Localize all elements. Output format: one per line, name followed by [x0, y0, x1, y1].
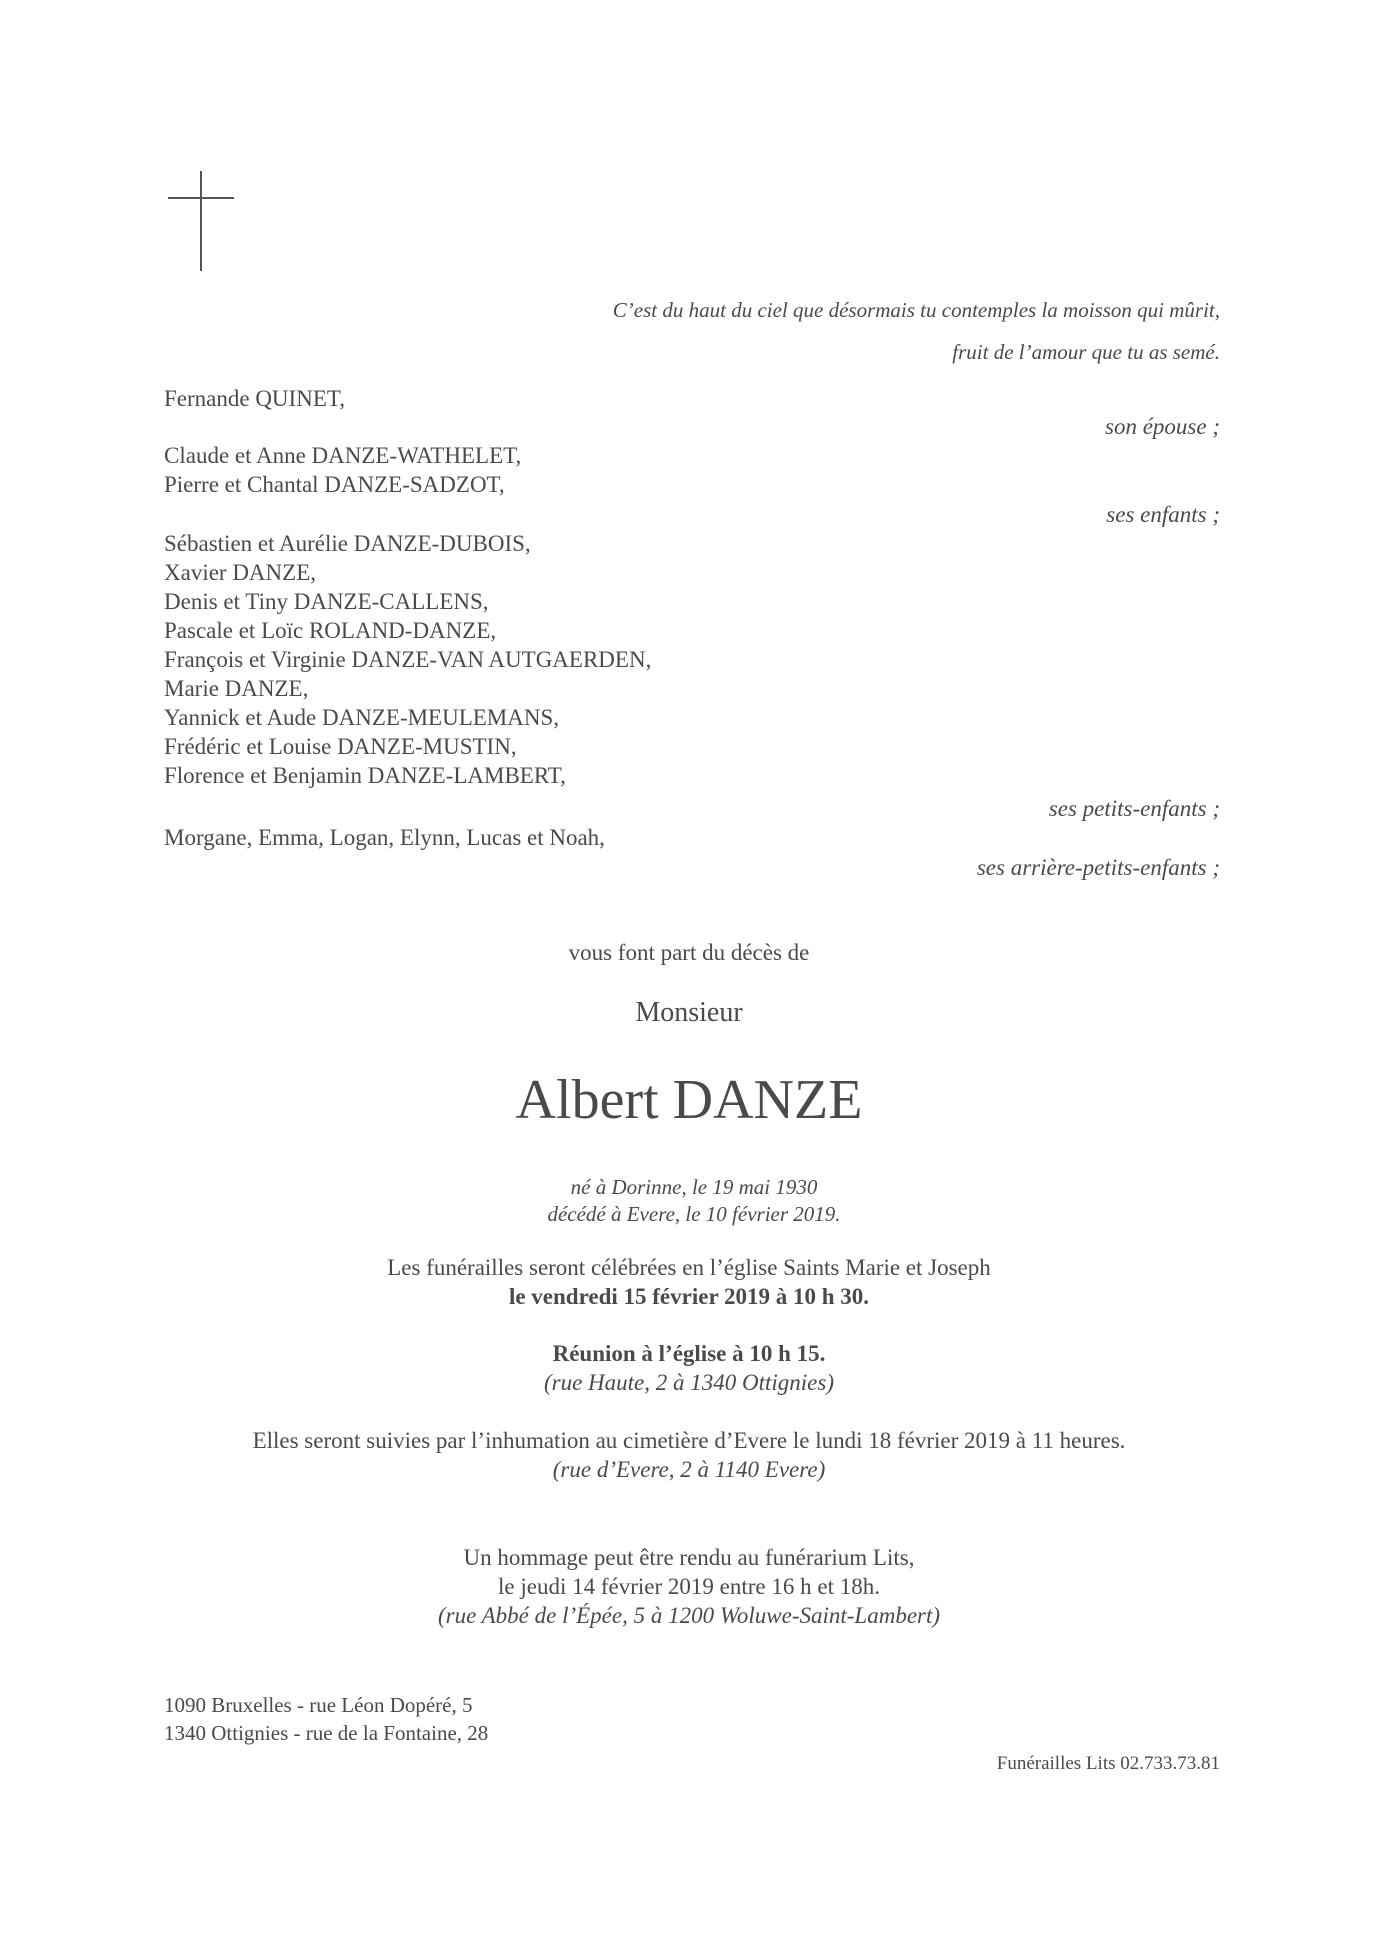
child-name: Claude et Anne DANZE-WATHELET,: [164, 443, 522, 468]
birth-info: né à Dorinne, le 19 mai 1930: [570, 1175, 818, 1199]
grandchild-name: Frédéric et Louise DANZE-MUSTIN,: [164, 734, 517, 759]
grandchild-name: Yannick et Aude DANZE-MEULEMANS,: [164, 705, 560, 730]
death-info: décédé à Evere, le 10 février 2019.: [547, 1202, 841, 1226]
meeting-address: (rue Haute, 2 à 1340 Ottignies): [543, 1370, 834, 1395]
grandchild-name: Marie DANZE,: [164, 676, 309, 701]
children-role: ses enfants ;: [1106, 502, 1220, 527]
great-grandchildren-role: ses arrière-petits-enfants ;: [976, 855, 1220, 880]
grandchild-name: François et Virginie DANZE-VAN AUTGAERDEN,: [164, 647, 652, 672]
tribute-line-1: Un hommage peut être rendu au funérarium Lits,: [463, 1545, 915, 1570]
grandchild-name: Sébastien et Aurélie DANZE-DUBOIS,: [164, 531, 531, 556]
footer-address-2: 1340 Ottignies - rue de la Fontaine, 28: [164, 1721, 489, 1745]
spouse-name: Fernande QUINET,: [164, 386, 345, 411]
funeral-line-2: le vendredi 15 février 2019 à 10 h 30.: [508, 1284, 870, 1309]
spouse-role: son épouse ;: [1105, 414, 1220, 439]
grandchild-name: Pascale et Loïc ROLAND-DANZE,: [164, 618, 497, 643]
tribute-address: (rue Abbé de l’Épée, 5 à 1200 Woluwe-Saint-Lambert): [437, 1603, 941, 1628]
meeting-time: Réunion à l’église à 10 h 15.: [552, 1341, 826, 1366]
burial-address: (rue d’Evere, 2 à 1140 Evere): [552, 1457, 826, 1482]
funeral-company: Funérailles Lits 02.733.73.81: [996, 1753, 1220, 1774]
grandchildren-role: ses petits-enfants ;: [1048, 796, 1220, 821]
deceased-title: Monsieur: [635, 997, 743, 1028]
footer-address-1: 1090 Bruxelles - rue Léon Dopéré, 5: [164, 1693, 473, 1717]
deceased-name: Albert DANZE: [515, 1069, 863, 1131]
funeral-line-1: Les funérailles seront célébrées en l’église Saints Marie et Joseph: [387, 1255, 991, 1280]
grandchild-name: Denis et Tiny DANZE-CALLENS,: [164, 589, 489, 614]
quote-line-2: fruit de l’amour que tu as semé.: [952, 340, 1220, 364]
grandchild-name: Florence et Benjamin DANZE-LAMBERT,: [164, 763, 566, 788]
tribute-line-2: le jeudi 14 février 2019 entre 16 h et 18h.: [498, 1574, 880, 1599]
burial-info: Elles seront suivies par l’inhumation au cimetière d’Evere le lundi 18 février 2019 à 11 heures.: [252, 1428, 1126, 1453]
grandchild-name: Xavier DANZE,: [164, 560, 317, 585]
child-name: Pierre et Chantal DANZE-SADZOT,: [164, 472, 505, 497]
quote-line-1: C’est du haut du ciel que désormais tu contemples la moisson qui mûrit,: [612, 298, 1220, 322]
great-grandchildren-names: Morgane, Emma, Logan, Elynn, Lucas et Noah,: [164, 825, 605, 850]
announcement-intro: vous font part du décès de: [568, 940, 810, 965]
